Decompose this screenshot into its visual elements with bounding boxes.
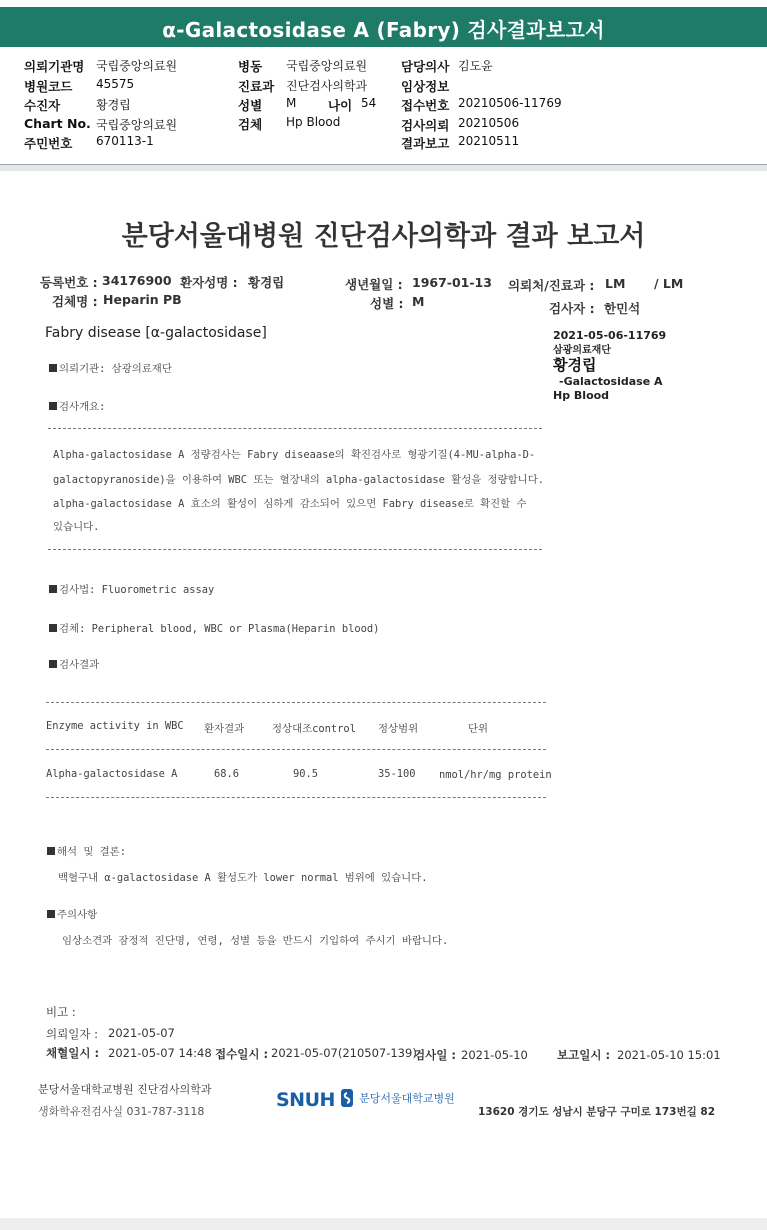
value-hospital-code: 45575 [96, 77, 135, 91]
value-age: 54 [361, 96, 377, 110]
label-test-request: 검사의뢰 [401, 118, 450, 133]
bullet-square-icon [47, 847, 55, 855]
table-header-unit: 단위 [468, 723, 489, 735]
snuh-logo [276, 1088, 455, 1114]
bullet-square-icon [49, 624, 57, 632]
section-specimen: 검체: Peripheral blood, WBC or Plasma(Heparin blood) [49, 620, 379, 635]
bullet-square-icon [49, 364, 57, 372]
value-patient-sex: M [412, 294, 425, 309]
bullet-square-icon [49, 585, 57, 593]
report-title-bar [0, 7, 767, 47]
value-dept-1: LM [605, 276, 626, 291]
label-specimen-name: 검체명 : [52, 294, 98, 309]
test-date-label: 검사일 : [414, 1048, 456, 1062]
value-specimen: Hp Blood [286, 115, 341, 129]
dashed-divider [46, 702, 546, 703]
value-result-report: 20210511 [458, 134, 520, 148]
table-header-normal-range: 정상범위 [378, 723, 419, 735]
label-resident-no: 주민번호 [24, 136, 73, 151]
value-requesting-org: 국립중앙의료원 [96, 59, 178, 73]
report-datetime-label: 보고일시 : [557, 1048, 611, 1062]
label-patient: 수진자 [24, 98, 61, 113]
receipt-datetime-value: 2021-05-07(210507-139) [271, 1046, 417, 1060]
value-birth-date: 1967-01-13 [412, 275, 492, 290]
report-title: α-Galactosidase A (Fabry) 검사결과보고서 [162, 18, 605, 42]
label-physician: 담당의사 [401, 59, 450, 74]
sidebar-test: -Galactosidase A [559, 375, 663, 388]
label-specimen: 검체 [238, 117, 263, 132]
label-clinical-info: 임상정보 [401, 79, 450, 94]
bottom-band [0, 1218, 767, 1230]
overview-line-1: Alpha-galactosidase A 정량검사는 Fabry diseaase의 확진검사로 형광기질(4-MU-alpha-D- [53, 449, 536, 461]
dashed-divider [46, 797, 546, 798]
bullet-square-icon [49, 402, 57, 410]
dashed-divider [48, 549, 542, 550]
label-patient-name: 환자성명 : [180, 275, 238, 290]
label-receipt-no: 접수번호 [401, 98, 450, 113]
section-result: 검사결과 [49, 656, 99, 671]
request-date-value: 2021-05-07 [108, 1026, 175, 1040]
value-sex: M [286, 96, 297, 110]
dashed-divider [46, 749, 546, 750]
value-registration-no: 34176900 [102, 273, 172, 288]
table-cell-unit: nmol/hr/mg protein [439, 769, 552, 781]
label-age: 나이 [328, 98, 353, 113]
value-patient: 황경립 [96, 98, 131, 112]
table-cell-normal-range: 35-100 [378, 768, 416, 780]
value-resident-no: 670113-1 [96, 134, 154, 148]
value-test-request: 20210506 [458, 116, 520, 130]
label-hospital-code: 병원코드 [24, 79, 73, 94]
draw-datetime-value: 2021-05-07 14:48 [108, 1046, 212, 1060]
test-date-value: 2021-05-10 [461, 1048, 528, 1062]
sidebar-org: 삼광의료재단 [553, 345, 611, 356]
dashed-divider [48, 428, 542, 429]
section-overview: 검사개요: [49, 398, 105, 413]
value-specimen-name: Heparin PB [103, 292, 182, 307]
table-header-enzyme: Enzyme activity in WBC [46, 720, 184, 732]
value-physician: 김도윤 [458, 59, 493, 73]
label-registration-no: 등록번호 : [40, 275, 98, 290]
value-ward: 국립중앙의료원 [286, 59, 368, 73]
hospital-address: 13620 경기도 성남시 분당구 구미로 173번길 82 [478, 1106, 715, 1118]
report-datetime-value: 2021-05-10 15:01 [617, 1048, 721, 1062]
table-header-patient-result: 환자결과 [204, 723, 245, 735]
value-dept-2: / LM [654, 276, 684, 291]
label-dept: 의뢰처/진료과 : [508, 278, 595, 293]
value-chart-no: 국립중앙의료원 [96, 118, 178, 132]
logo-mark-icon [340, 1088, 354, 1108]
document-title: 분당서울대병원 진단검사의학과 결과 보고서 [121, 221, 646, 252]
caution-text: 임상소견과 잠정적 진단명, 연령, 성별 등을 반드시 기입하여 주시기 바랍니다. [62, 935, 449, 947]
table-cell-patient-result: 68.6 [214, 768, 240, 780]
section-org: 의뢰기관: 삼광의료재단 [49, 360, 172, 375]
remark-label: 비고 : [46, 1005, 76, 1019]
sidebar-specimen: Hp Blood [553, 389, 610, 402]
draw-datetime-label: 채혈일시 : [46, 1046, 100, 1060]
page-separator [0, 165, 767, 171]
interpretation-text: 백혈구내 α-galactosidase A 활성도가 lower normal 범위에 있습니다. [58, 872, 428, 884]
receipt-datetime-label: 접수일시 : [215, 1047, 269, 1061]
request-date-label: 의뢰일자 : [46, 1027, 98, 1041]
section-interpretation: 해석 및 결론: [47, 843, 126, 858]
table-cell-normal-control: 90.5 [293, 768, 319, 780]
label-tester: 검사자 : [549, 301, 595, 316]
value-tester: 한민석 [604, 301, 641, 316]
value-department: 진단검사의학과 [286, 79, 368, 93]
bullet-square-icon [49, 660, 57, 668]
value-receipt-no: 20210506-11769 [458, 96, 562, 110]
label-patient-sex: 성별 : [370, 296, 404, 311]
overview-line-2: galactopyranoside)을 이용하여 WBC 또는 혈장내의 alpha-galactosidase 활성을 정량합니다. [53, 474, 544, 486]
sidebar-patient-name: 황경립 [553, 356, 597, 374]
section-caution: 주의사항 [47, 906, 97, 921]
lab-contact: 생화학유전검사실 031-787-3118 [38, 1105, 205, 1118]
bullet-square-icon [47, 910, 55, 918]
sidebar-code: 2021-05-06-11769 [553, 329, 667, 342]
test-name: Fabry disease [α-galactosidase] [45, 325, 267, 341]
value-patient-name: 황경립 [248, 275, 285, 290]
logo-text: SNUH [276, 1089, 335, 1111]
table-header-normal-control: 정상대조control [272, 723, 356, 735]
overview-line-3: alpha-galactosidase A 효소의 활성이 심하게 감소되어 있으면 Fabry disease로 확진할 수 [53, 498, 527, 510]
label-birth-date: 생년월일 : [345, 277, 403, 292]
overview-line-4: 있습니다. [53, 521, 100, 533]
label-sex: 성별 [238, 98, 263, 113]
section-method: 검사법: Fluorometric assay [49, 581, 214, 596]
table-cell-enzyme: Alpha-galactosidase A [46, 768, 178, 780]
label-ward: 병동 [238, 59, 263, 74]
label-chart-no: Chart No. [24, 116, 91, 131]
label-requesting-org: 의뢰기관명 [24, 59, 85, 74]
logo-korean: 분당서울대학교병원 [359, 1092, 455, 1105]
label-result-report: 결과보고 [401, 136, 450, 151]
label-department: 진료과 [238, 79, 275, 94]
hospital-department: 분당서울대학교병원 진단검사의학과 [38, 1083, 212, 1096]
